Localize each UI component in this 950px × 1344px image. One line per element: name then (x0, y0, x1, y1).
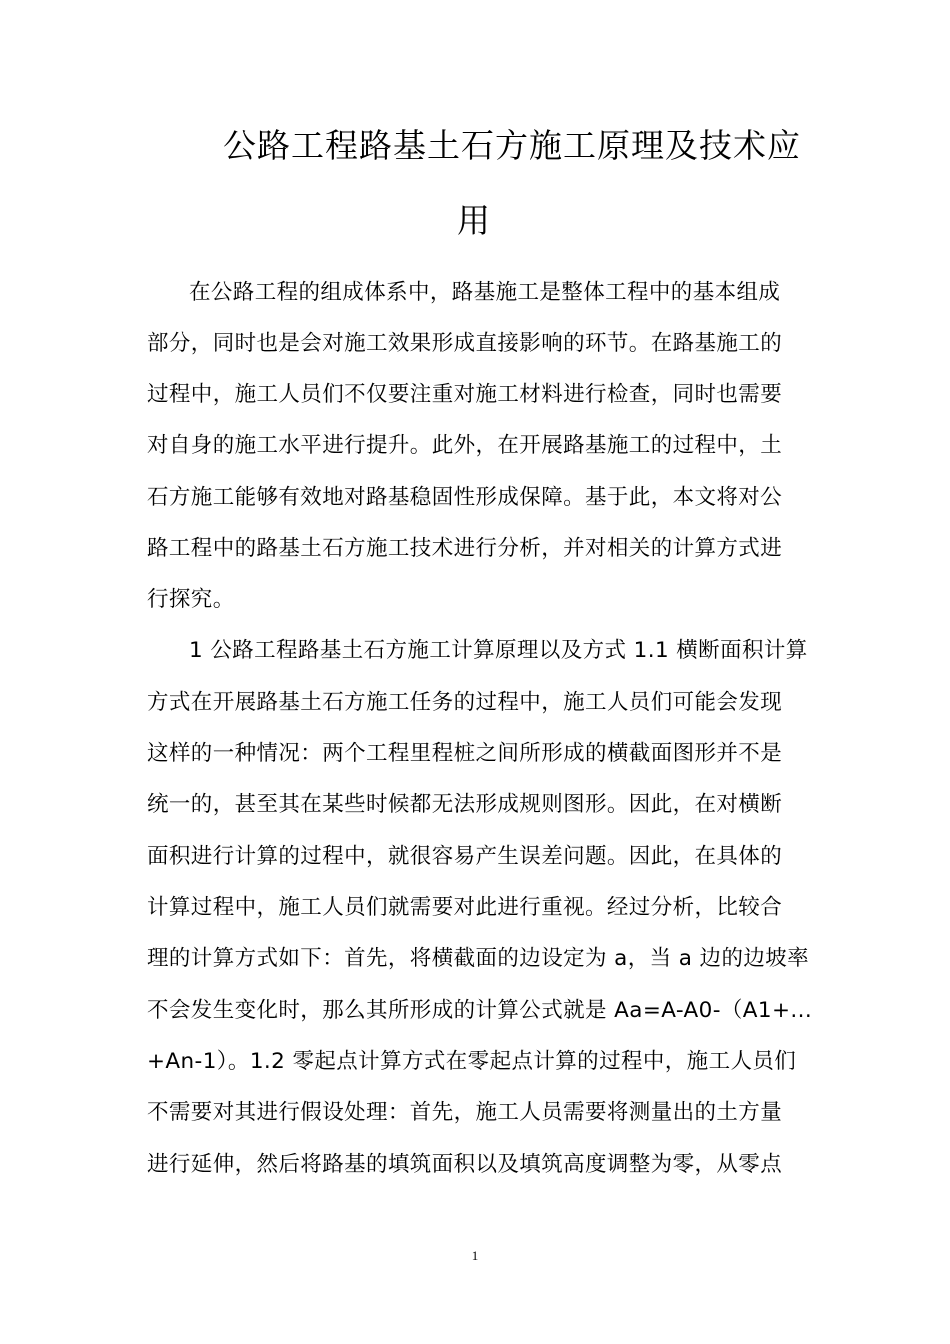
paragraph-2-line: 面积进行计算的过程中，就很容易产生误差问题。因此，在具体的 (147, 844, 783, 869)
paragraph-1-line: 行探究。 (147, 587, 235, 612)
paragraph-2-line: 不需要对其进行假设处理：首先，施工人员需要将测量出的土方量 (147, 1100, 783, 1125)
page-number: 1 (471, 1248, 479, 1263)
paragraph-2-line: +An-1）。1.2 零起点计算方式在零起点计算的过程中，施工人员们 (147, 1049, 797, 1074)
paragraph-2-line: 进行延伸，然后将路基的填筑面积以及填筑高度调整为零，从零点 (147, 1152, 783, 1177)
paragraph-2-line: 计算过程中，施工人员们就需要对此进行重视。经过分析，比较合 (147, 895, 783, 920)
paragraph-2-line: 这样的一种情况：两个工程里程桩之间所形成的横截面图形并不是 (147, 741, 783, 766)
paragraph-2-line: 统一的，甚至其在某些时候都无法形成规则图形。因此，在对横断 (147, 792, 783, 817)
paragraph-1-line: 在公路工程的组成体系中，路基施工是整体工程中的基本组成 (189, 280, 781, 305)
paragraph-1-line: 石方施工能够有效地对路基稳固性形成保障。基于此，本文将对公 (147, 485, 783, 510)
paragraph-2-line: 理的计算方式如下：首先，将横截面的边设定为 a，当 a 边的边坡率 (147, 946, 810, 971)
paragraph-1-line: 路工程中的路基土石方施工技术进行分析，并对相关的计算方式进 (147, 536, 783, 561)
paragraph-1-line: 对自身的施工水平进行提升。此外，在开展路基施工的过程中，土 (147, 433, 783, 458)
paragraph-2-line: 不会发生变化时，那么其所形成的计算公式就是 Aa=A-A0-（A1+... (147, 998, 813, 1023)
paragraph-2-line: 方式在开展路基土石方施工任务的过程中，施工人员们可能会发现 (147, 690, 783, 715)
document-title-line-1: 公路工程路基土石方施工原理及技术应 (223, 126, 801, 165)
paragraph-1-line: 部分，同时也是会对施工效果形成直接影响的环节。在路基施工的 (147, 331, 783, 356)
paragraph-1-line: 过程中，施工人员们不仅要注重对施工材料进行检查，同时也需要 (147, 382, 783, 407)
paragraph-2-line: 1 公路工程路基土石方施工计算原理以及方式 1.1 横断面积计算 (189, 638, 808, 663)
document-title-line-2: 用 (457, 201, 490, 240)
